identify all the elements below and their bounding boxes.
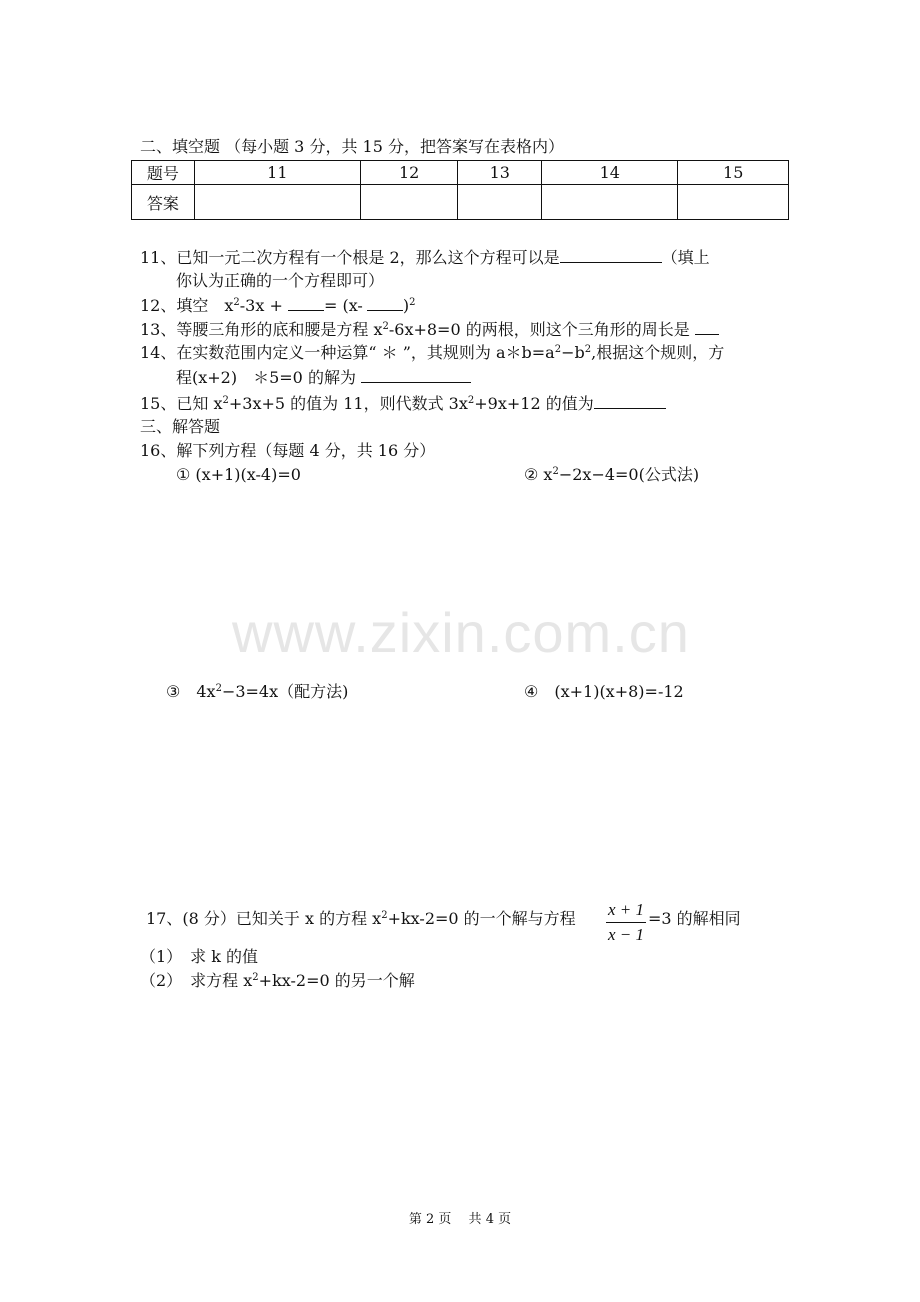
answer-cell-12[interactable] [360, 185, 458, 220]
question-15 [140, 392, 666, 415]
answer-cell-13[interactable] [458, 185, 542, 220]
question-17-sub-2-text: +kx-2=0 的另一个解 [258, 971, 415, 990]
question-12 [140, 294, 415, 317]
question-17-tail: =3 的解相同 [648, 909, 741, 928]
question-12-mid: -3x + [239, 296, 288, 315]
question-16-item-4: ④ (x+1)(x+8)=-12 [524, 682, 684, 701]
answer-table-answer-row [132, 185, 789, 220]
question-13-prefix: 13、等腰三角形的底和腰是方程 x [140, 320, 383, 339]
exponent: 2 [233, 297, 240, 308]
question-13-blank[interactable] [695, 318, 719, 335]
question-14-prefix: 14、在实数范围内定义一种运算“ ＊ ”，其规则为 a＊b=a [140, 343, 555, 362]
question-17-text: +kx-2=0 的一个解与方程 [387, 909, 576, 928]
question-15-text: +9x+12 的值为 [474, 394, 594, 413]
answer-cell-11[interactable] [194, 185, 360, 220]
column-header-14: 14 [542, 161, 678, 185]
question-17-sub-2-prefix: （2） 求方程 x [140, 971, 253, 990]
question-14 [140, 342, 724, 364]
row-label-answer: 答案 [132, 185, 195, 220]
question-16-item-2-text: −2x−4=0(公式法) [558, 465, 700, 484]
question-16-item-1: ① (x+1)(x-4)=0 [176, 465, 301, 484]
question-12-prefix: 12、填空 x [140, 296, 234, 315]
question-11 [140, 246, 710, 269]
question-13-text: -6x+8=0 的两根，则这个三角形的周长是 [388, 320, 690, 339]
question-11-text: 11、已知一元二次方程有一个根是 2，那么这个方程可以是 [140, 248, 560, 267]
question-13 [140, 318, 719, 341]
column-header-15: 15 [678, 161, 789, 185]
exponent: 2 [252, 972, 259, 983]
page-footer: 第 2 页 共 4 页 [408, 1212, 512, 1227]
fraction [606, 900, 646, 945]
column-header-11: 11 [194, 161, 360, 185]
question-14-tail: ,根据这个规则，方 [591, 343, 725, 362]
question-16-item-3 [166, 681, 348, 703]
section-3-header: 三、解答题 [140, 417, 221, 436]
question-12-eq: = (x- [323, 296, 363, 315]
exponent: 2 [381, 910, 388, 921]
answer-table-number-row [132, 161, 789, 185]
question-17-sub-1: （1） 求 k 的值 [140, 947, 259, 966]
question-17-sub-2 [140, 970, 415, 992]
question-16-item-3-prefix: ③ 4x [166, 682, 216, 701]
column-header-13: 13 [458, 161, 542, 185]
question-11-blank[interactable] [560, 246, 662, 263]
answer-table [131, 160, 789, 220]
question-16-item-2 [524, 464, 699, 486]
section-2-header: 二、填空题 （每小题 3 分，共 15 分，把答案写在表格内） [140, 137, 564, 156]
exponent: 2 [467, 395, 475, 406]
exponent: 2 [552, 466, 559, 477]
question-15-prefix: 15、已知 x [140, 394, 223, 413]
question-15-blank[interactable] [594, 392, 666, 409]
question-14-minus: −b [561, 343, 585, 362]
answer-cell-14[interactable] [542, 185, 678, 220]
exponent: 2 [382, 321, 389, 332]
watermark: www.zixin.com.cn [232, 601, 690, 664]
question-12-blank-2[interactable] [367, 294, 403, 311]
question-12-close: ) [402, 296, 410, 315]
exponent: 2 [409, 297, 416, 308]
row-label-number: 题号 [132, 161, 195, 185]
question-16-item-2-prefix: ② x [524, 465, 553, 484]
exponent: 2 [584, 344, 592, 355]
question-16-header: 16、解下列方程（每题 4 分，共 16 分） [140, 441, 436, 460]
question-17 [146, 908, 576, 930]
question-11-tail: （填上 [661, 248, 710, 267]
question-14-blank[interactable] [361, 366, 471, 383]
question-16-item-3-text: −3=4x（配方法) [221, 682, 349, 701]
exponent: 2 [554, 344, 562, 355]
answer-cell-15[interactable] [678, 185, 789, 220]
question-15-mid: +3x+5 的值为 11，则代数式 3x [228, 394, 468, 413]
fraction-numerator: x + 1 [606, 900, 646, 923]
column-header-12: 12 [360, 161, 458, 185]
question-17-prefix: 17、(8 分）已知关于 x 的方程 x [146, 909, 382, 928]
question-14-line2-text: 程(x+2) ＊5=0 的解为 [176, 368, 356, 387]
question-12-blank-1[interactable] [288, 294, 324, 311]
exponent: 2 [215, 683, 222, 694]
fraction-denominator: x − 1 [607, 925, 645, 944]
question-11-line2: 你认为正确的一个方程即可） [176, 271, 385, 290]
question-14-line2 [176, 366, 471, 389]
exponent: 2 [222, 395, 229, 406]
